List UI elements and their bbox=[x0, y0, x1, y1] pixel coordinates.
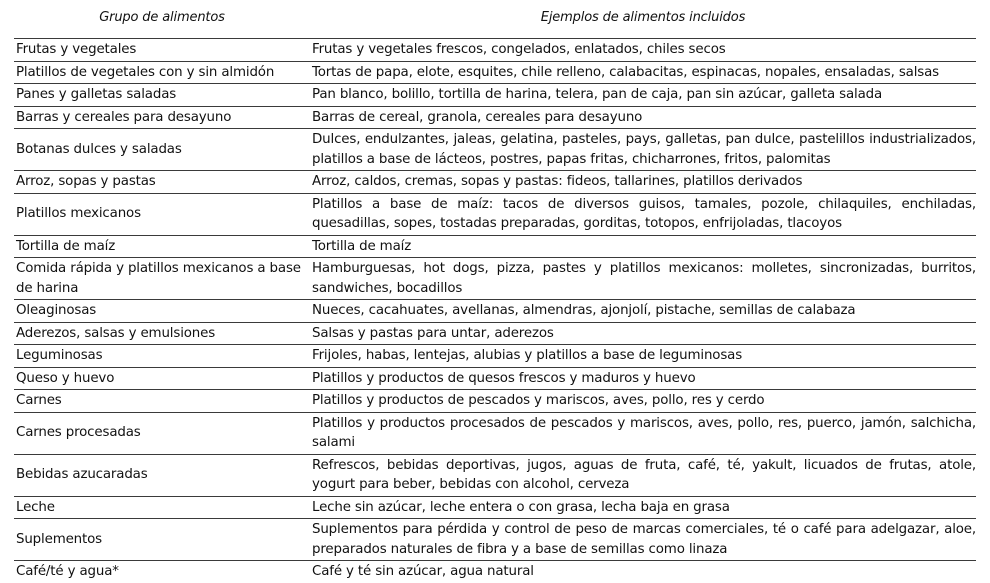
header-food-examples: Ejemplos de alimentos incluidos bbox=[310, 0, 976, 39]
food-groups-table bbox=[14, 0, 976, 583]
table-row bbox=[14, 84, 976, 107]
table-row bbox=[14, 300, 976, 323]
table-row bbox=[14, 412, 976, 454]
food-group-cell: Platillos de vegetales con y sin almidón bbox=[14, 61, 310, 84]
food-examples-cell: Platillos y productos procesados de pescados y mariscos, aves, pollo, res, puerco, jamón, salchicha, salami bbox=[310, 412, 976, 454]
table-row bbox=[14, 171, 976, 194]
food-group-cell: Arroz, sopas y pastas bbox=[14, 171, 310, 194]
food-group-cell: Oleaginosas bbox=[14, 300, 310, 323]
food-examples-cell: Salsas y pastas para untar, aderezos bbox=[310, 322, 976, 345]
food-group-cell: Platillos mexicanos bbox=[14, 193, 310, 235]
table-row bbox=[14, 129, 976, 171]
food-group-cell: Carnes bbox=[14, 390, 310, 413]
food-group-cell: Comida rápida y platillos mexicanos a base de harina bbox=[14, 258, 310, 300]
table-row bbox=[14, 235, 976, 258]
food-examples-cell: Suplementos para pérdida y control de peso de marcas comerciales, té o café para adelgazar, aloe, preparados naturales de fibra y a base de semillas como linaza bbox=[310, 519, 976, 561]
food-group-cell: Botanas dulces y saladas bbox=[14, 129, 310, 171]
food-examples-cell: Arroz, caldos, cremas, sopas y pastas: fideos, tallarines, platillos derivados bbox=[310, 171, 976, 194]
food-examples-cell: Hamburguesas, hot dogs, pizza, pastes y platillos mexicanos: molletes, sincronizadas, burritos, sandwiches, bocadillos bbox=[310, 258, 976, 300]
table-row bbox=[14, 561, 976, 583]
food-group-cell: Panes y galletas saladas bbox=[14, 84, 310, 107]
food-examples-cell: Platillos y productos de pescados y mariscos, aves, pollo, res y cerdo bbox=[310, 390, 976, 413]
table-row bbox=[14, 345, 976, 368]
table-row bbox=[14, 258, 976, 300]
food-examples-cell: Frutas y vegetales frescos, congelados, enlatados, chiles secos bbox=[310, 39, 976, 62]
food-group-cell: Queso y huevo bbox=[14, 367, 310, 390]
table-row bbox=[14, 454, 976, 496]
food-examples-cell: Refrescos, bebidas deportivas, jugos, aguas de fruta, café, té, yakult, licuados de frutas, atole, yogurt para beber, bebidas con alcohol, cerveza bbox=[310, 454, 976, 496]
food-group-cell: Bebidas azucaradas bbox=[14, 454, 310, 496]
table-row bbox=[14, 496, 976, 519]
table-row bbox=[14, 519, 976, 561]
food-group-cell: Carnes procesadas bbox=[14, 412, 310, 454]
food-examples-cell: Dulces, endulzantes, jaleas, gelatina, pasteles, pays, galletas, pan dulce, pastelillos industrializados, platillos a base de lácteos, postres, papas fritas, chicharrones, fritos, palomitas bbox=[310, 129, 976, 171]
food-examples-cell: Café y té sin azúcar, agua natural bbox=[312, 564, 534, 579]
food-group-cell: Leche bbox=[14, 496, 310, 519]
food-examples-cell: Pan blanco, bolillo, tortilla de harina, telera, pan de caja, pan sin azúcar, galleta salada bbox=[310, 84, 976, 107]
table-row bbox=[14, 390, 976, 413]
food-group-cell: Barras y cereales para desayuno bbox=[14, 106, 310, 129]
food-group-cell: Tortilla de maíz bbox=[14, 235, 310, 258]
table-row bbox=[14, 106, 976, 129]
food-group-cell: Frutas y vegetales bbox=[14, 39, 310, 62]
food-examples-cell: Platillos a base de maíz: tacos de diversos guisos, tamales, pozole, chilaquiles, enchiladas, quesadillas, sopes, tostadas preparadas, gorditas, totopos, enfrijoladas, tlacoyos bbox=[310, 193, 976, 235]
food-group-cell: Aderezos, salsas y emulsiones bbox=[14, 322, 310, 345]
table-row bbox=[14, 61, 976, 84]
food-examples-cell: Barras de cereal, granola, cereales para desayuno bbox=[310, 106, 976, 129]
table-row bbox=[14, 322, 976, 345]
table-row bbox=[14, 193, 976, 235]
food-group-cell: Leguminosas bbox=[14, 345, 310, 368]
header-food-group: Grupo de alimentos bbox=[14, 0, 310, 39]
table-row bbox=[14, 39, 976, 62]
food-group-cell: Suplementos bbox=[14, 519, 310, 561]
table-header-row bbox=[14, 0, 976, 39]
food-group-cell: Café/té y agua* bbox=[16, 564, 119, 579]
table-row bbox=[14, 367, 976, 390]
food-examples-cell: Leche sin azúcar, leche entera o con grasa, lecha baja en grasa bbox=[310, 496, 976, 519]
food-examples-cell: Tortilla de maíz bbox=[310, 235, 976, 258]
food-examples-cell: Platillos y productos de quesos frescos y maduros y huevo bbox=[310, 367, 976, 390]
food-examples-cell: Frijoles, habas, lentejas, alubias y platillos a base de leguminosas bbox=[310, 345, 976, 368]
food-examples-cell: Nueces, cacahuates, avellanas, almendras, ajonjolí, pistache, semillas de calabaza bbox=[310, 300, 976, 323]
food-examples-cell: Tortas de papa, elote, esquites, chile relleno, calabacitas, espinacas, nopales, ensaladas, salsas bbox=[310, 61, 976, 84]
